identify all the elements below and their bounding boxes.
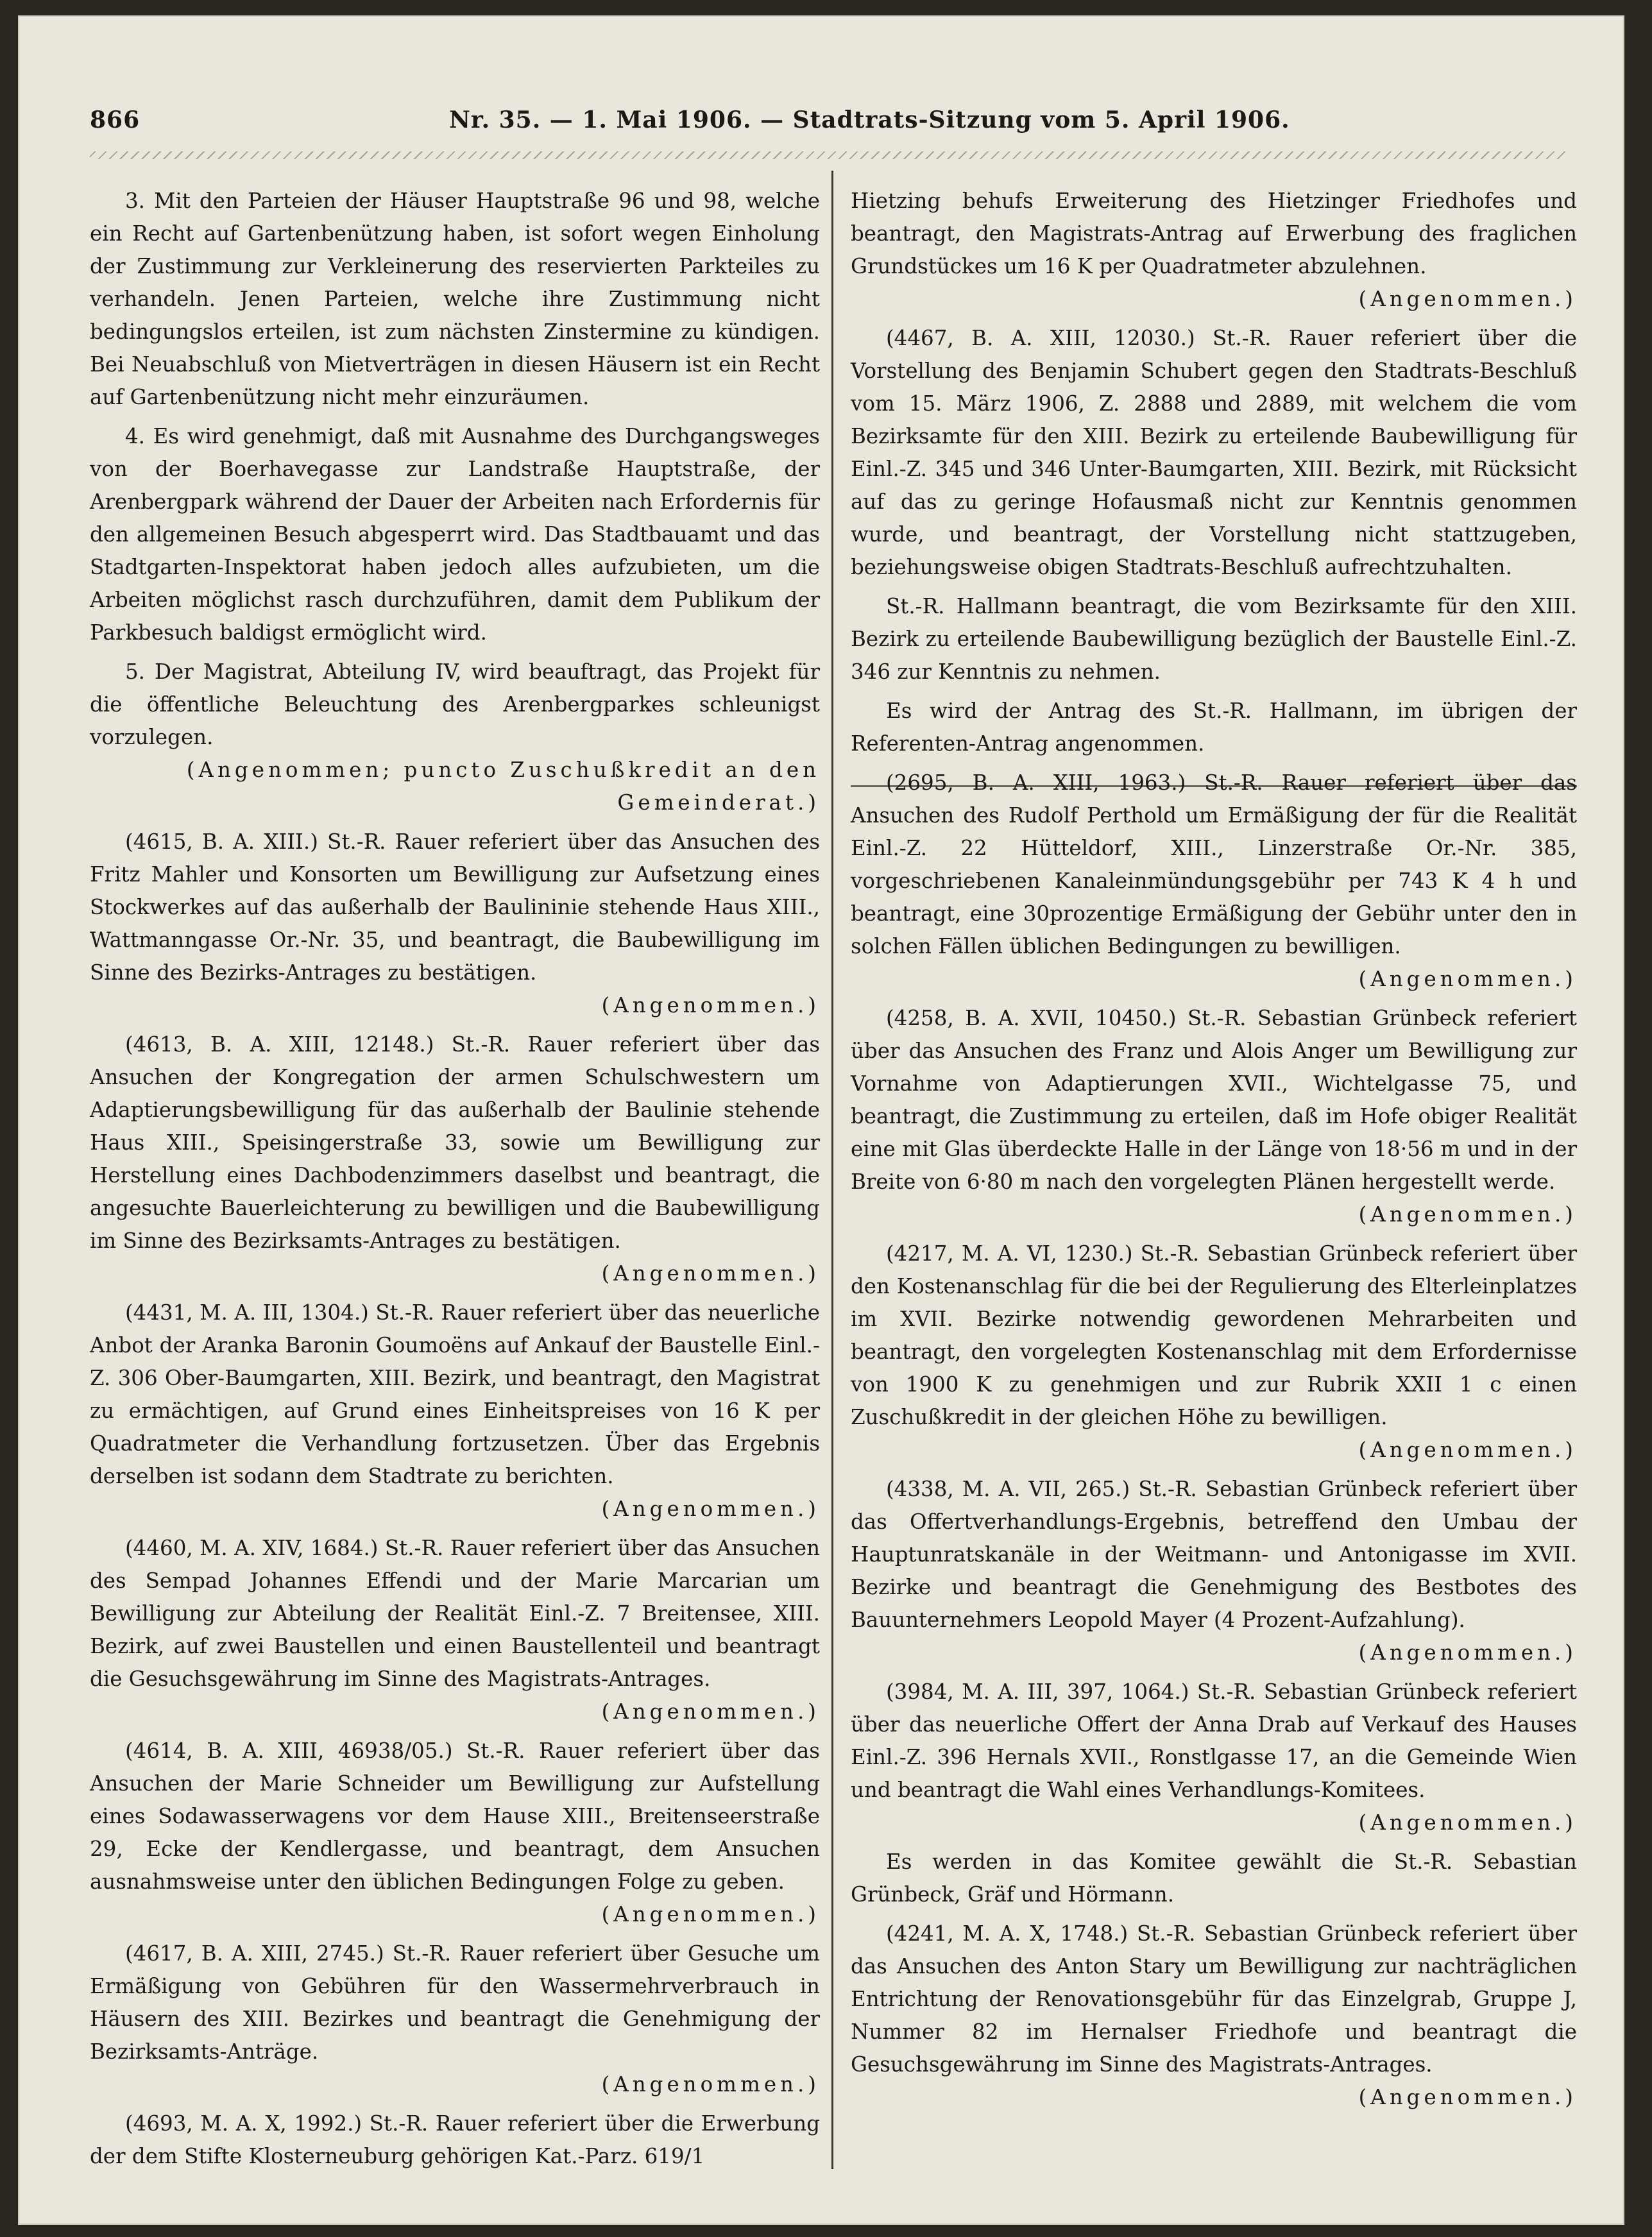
paragraph xyxy=(851,590,1577,688)
running-header xyxy=(90,106,1565,145)
column-divider xyxy=(831,171,833,2169)
paragraph-text: (4467, B. A. XIII, 12030.) St.-R. Rauer referiert über die Vorstellung des Benjamin Schubert gegen den Stadtrats-Beschluß vom 15. März 1906, Z. 2888 und 2889, mit welchem die vom Bezirksamte für den XIII. Bezirk zu erteilende Baubewilligung für Einl.-Z. 345 und 346 Unter-Baumgarten, XIII. Bezirk, mit Rücksicht auf das zu geringe Hofausmaß nicht zur Kenntnis genommen wurde, und beantragt, der Vorstellung nicht stattzugeben, beziehungsweise obigen Stadtrats-Beschluß aufrechtzuhalten. xyxy=(851,326,1577,579)
paragraph-text: (4613, B. A. XIII, 12148.) St.-R. Rauer referiert über das Ansuchen der Kongregation der armen Schulschwestern um Adaptierungsbewilligung für das außerhalb der Baulinie stehende Haus XIII., Speisingerstraße 33, sowie um Bewilligung zur Herstellung eines Dachbodenzimmers daselbst und beantragt, die angesuchte Bauerleichterung zu bewilligen und die Baubewilligung im Sinne des Bezirksamts-Antrages zu bestätigen. xyxy=(90,1032,820,1253)
paragraph-text: (4338, M. A. VII, 265.) St.-R. Sebastian Grünbeck referiert über das Offertverhandlungs-Ergebnis, betreffend den Umbau der Hauptunratskanäle in der Weitmann- und Antonigasse im XVII. Bezirke und beantragt die Genehmigung des Bestbotes des Bauunternehmers Leopold Mayer (4 Prozent-Aufzahlung). xyxy=(851,1477,1577,1632)
paragraph xyxy=(851,767,1577,996)
paragraph xyxy=(851,185,1577,316)
verdict: (Angenommen.) xyxy=(1358,287,1577,311)
verdict: (Angenommen.) xyxy=(1358,967,1577,991)
paragraph-text: 3. Mit den Parteien der Häuser Hauptstraße 96 und 98, welche ein Recht auf Gartenbenützung haben, ist sofort wegen Einholung der Zustimmung zur Verkleinerung des reservierten Parkteiles zu verhandeln. Jenen Parteien, welche ihre Zustimmung nicht bedingungslos erteilen, ist zum nächsten Zinstermine zu kündigen. Bei Neuabschluß von Mietverträgen in diesen Häusern ist ein Recht auf Gartenbenützung nicht mehr einzuräumen. xyxy=(90,189,820,409)
paragraph-text: Hietzing behufs Erweiterung des Hietzinger Friedhofes und beantragt, den Magistrats-Antrag auf Erwerbung des fraglichen Grundstückes um 16 K per Quadratmeter abzulehnen. xyxy=(851,189,1577,278)
paragraph xyxy=(90,1937,820,2101)
verdict: (Angenommen.) xyxy=(601,1261,820,1286)
paragraph-text: (4617, B. A. XIII, 2745.) St.-R. Rauer referiert über Gesuche um Ermäßigung von Gebühren für den Wassermehrverbrauch in Häusern des XIII. Bezirkes und beantragt die Genehmigung der Bezirksamts-Anträge. xyxy=(90,1941,820,2064)
paragraph xyxy=(90,185,820,414)
paragraph xyxy=(90,826,820,1022)
paragraph xyxy=(851,695,1577,760)
paragraph xyxy=(851,1918,1577,2114)
verdict: (Angenommen.) xyxy=(601,1497,820,1521)
paragraph xyxy=(90,420,820,649)
running-title: Nr. 35. — 1. Mai 1906. — Stadtrats-Sitzung vom 5. April 1906. xyxy=(449,106,1290,133)
paragraph xyxy=(851,1473,1577,1669)
paragraph xyxy=(851,1238,1577,1467)
paragraph-text: 4. Es wird genehmigt, daß mit Ausnahme des Durchgangsweges von der Boerhavegasse zur Landstraße Hauptstraße, der Arenbergpark während der Dauer der Arbeiten nach Erfordernis für den allgemeinen Besuch abgesperrt wird. Das Stadtbauamt und das Stadtgarten-Inspektorat haben jedoch alles aufzubieten, um die Arbeiten möglichst rasch durchzuführen, damit dem Publikum der Parkbesuch baldigst ermöglicht wird. xyxy=(90,424,820,645)
paragraph xyxy=(90,1735,820,1931)
verdict: (Angenommen.) xyxy=(1358,1640,1577,1665)
paragraph xyxy=(90,656,820,819)
paragraph xyxy=(851,1002,1577,1231)
verdict: (Angenommen.) xyxy=(601,1699,820,1724)
paragraph xyxy=(90,1028,820,1290)
paragraph xyxy=(90,1532,820,1728)
paragraph xyxy=(90,2107,820,2173)
left-column xyxy=(90,185,820,2179)
paragraph xyxy=(851,322,1577,584)
paragraph-text: (4460, M. A. XIV, 1684.) St.-R. Rauer referiert über das Ansuchen des Sempad Johannes Effendi und der Marie Marcarian um Bewilligung zur Abteilung der Realität Einl.-Z. 7 Breitensee, XIII. Bezirk, auf zwei Baustellen und einen Baustellenteil und beantragt die Gesuchsgewährung im Sinne des Magistrats-Antrages. xyxy=(90,1536,820,1691)
verdict: (Angenommen.) xyxy=(601,1902,820,1927)
paragraph-text: (3984, M. A. III, 397, 1064.) St.-R. Sebastian Grünbeck referiert über das neuerliche Offert der Anna Drab auf Verkauf des Hauses Einl.-Z. 396 Hernals XVII., Ronstlgasse 17, an die Gemeinde Wien und beantragt die Wahl eines Verhandlungs-Komitees. xyxy=(851,1680,1577,1802)
paragraph-text: St.-R. Hallmann beantragt, die vom Bezirksamte für den XIII. Bezirk zu erteilende Baubewilligung bezüglich der Baustelle Einl.-Z. 346 zur Kenntnis zu nehmen. xyxy=(851,594,1577,684)
page-number: 866 xyxy=(90,106,141,133)
verdict: (Angenommen.) xyxy=(1358,1438,1577,1462)
paragraph xyxy=(851,1676,1577,1839)
paragraph-text: (4615, B. A. XIII.) St.-R. Rauer referiert über das Ansuchen des Fritz Mahler und Konsorten um Bewilligung zur Aufsetzung eines Stockwerkes auf das außerhalb der Baulininie stehende Haus XIII., Wattmanngasse Or.-Nr. 35, und beantragt, die Baubewilligung im Sinne des Bezirks-Antrages zu bestätigen. xyxy=(90,829,820,985)
right-column xyxy=(851,185,1577,2120)
paragraph-text: (4693, M. A. X, 1992.) St.-R. Rauer referiert über die Erwerbung der dem Stifte Klosterneuburg gehörigen Kat.-Parz. 619/1 xyxy=(90,2111,820,2168)
paragraph xyxy=(851,1846,1577,1911)
page-sheet xyxy=(19,17,1623,2224)
paragraph-text: (4258, B. A. XVII, 10450.) St.-R. Sebastian Grünbeck referiert über das Ansuchen des Franz und Alois Anger um Bewilligung zur Vornahme von Adaptierungen XVII., Wichtelgasse 75, und beantragt, die Zustimmung zu erteilen, daß im Hofe obiger Realität eine mit Glas überdeckte Halle in der Länge von 18·56 m und in der Breite von 6·80 m nach den vorgelegten Plänen hergestellt werde. xyxy=(851,1006,1577,1194)
paragraph-text: (4217, M. A. VI, 1230.) St.-R. Sebastian Grünbeck referiert über den Kostenanschlag für die bei der Regulierung des Elterleinplatzes im XVII. Bezirke notwendig gewordenen Mehrarbeiten und beantragt, den vorgelegten Kostenanschlag mit dem Erfordernisse von 1900 K zu genehmigen und zur Rubrik XXII 1 c einen Zuschußkredit in der gleichen Höhe zu bewilligen. xyxy=(851,1241,1577,1429)
verdict: (Angenommen.) xyxy=(1358,2085,1577,2109)
verdict: (Angenommen.) xyxy=(601,2072,820,2097)
header-rule xyxy=(90,151,1565,159)
paragraph-text: Es wird der Antrag des St.-R. Hallmann, im übrigen der Referenten-Antrag angenommen. xyxy=(851,699,1577,756)
paragraph-text: (4241, M. A. X, 1748.) St.-R. Sebastian Grünbeck referiert über das Ansuchen des Anton Stary um Bewilligung zur nachträglichen Entrichtung der Renovationsgebühr für das Einzelgrab, Gruppe J, Nummer 82 im Hernalser Friedhofe und beantragt die Gesuchsgewährung im Sinne des Magistrats-Antrages. xyxy=(851,1921,1577,2077)
paragraph-text: (4431, M. A. III, 1304.) St.-R. Rauer referiert über das neuerliche Anbot der Aranka Baronin Goumoëns auf Ankauf der Baustelle Einl.-Z. 306 Ober-Baumgarten, XIII. Bezirk, und beantragt, den Magistrat zu ermächtigen, auf Grund eines Einheitspreises von 16 K per Quadratmeter die Verhandlung fortzusetzen. Über das Ergebnis derselben ist sodann dem Stadtrate zu berichten. xyxy=(90,1300,820,1488)
paragraph-text: (4614, B. A. XIII, 46938/05.) St.-R. Rauer referiert über das Ansuchen der Marie Schneider um Bewilligung zur Aufstellung eines Sodawasserwagens vor dem Hause XIII., Breitenseerstraße 29, Ecke der Kendlergasse, und beantragt, dem Ansuchen ausnahmsweise unter den üblichen Bedingungen Folge zu geben. xyxy=(90,1739,820,1894)
verdict: (Angenommen.) xyxy=(1358,1810,1577,1835)
paragraph-text: (2695, B. A. XIII, 1963.) St.-R. Rauer referiert über das Ansuchen des Rudolf Perthold um Ermäßigung der für die Realität Einl.-Z. 22 Hütteldorf, XIII., Linzerstraße Or.-Nr. 385, vorgeschriebenen Kanaleinmündungsgebühr per 743 K 4 h und beantragt, eine 30prozentige Ermäßigung der Gebühr unter den in solchen Fällen üblichen Bedingungen zu bewilligen. xyxy=(851,770,1577,958)
paragraph-text: 5. Der Magistrat, Abteilung IV, wird beauftragt, das Projekt für die öffentliche Beleuchtung des Arenbergparkes schleunigst vorzulegen. xyxy=(90,659,820,749)
paragraph-text: Es werden in das Komitee gewählt die St.-R. Sebastian Grünbeck, Gräf und Hörmann. xyxy=(851,1850,1577,1907)
paragraph xyxy=(90,1297,820,1526)
verdict: (Angenommen; puncto Zuschußkredit an den Gemeinderat.) xyxy=(186,758,820,815)
verdict: (Angenommen.) xyxy=(1358,1202,1577,1227)
verdict: (Angenommen.) xyxy=(601,993,820,1017)
